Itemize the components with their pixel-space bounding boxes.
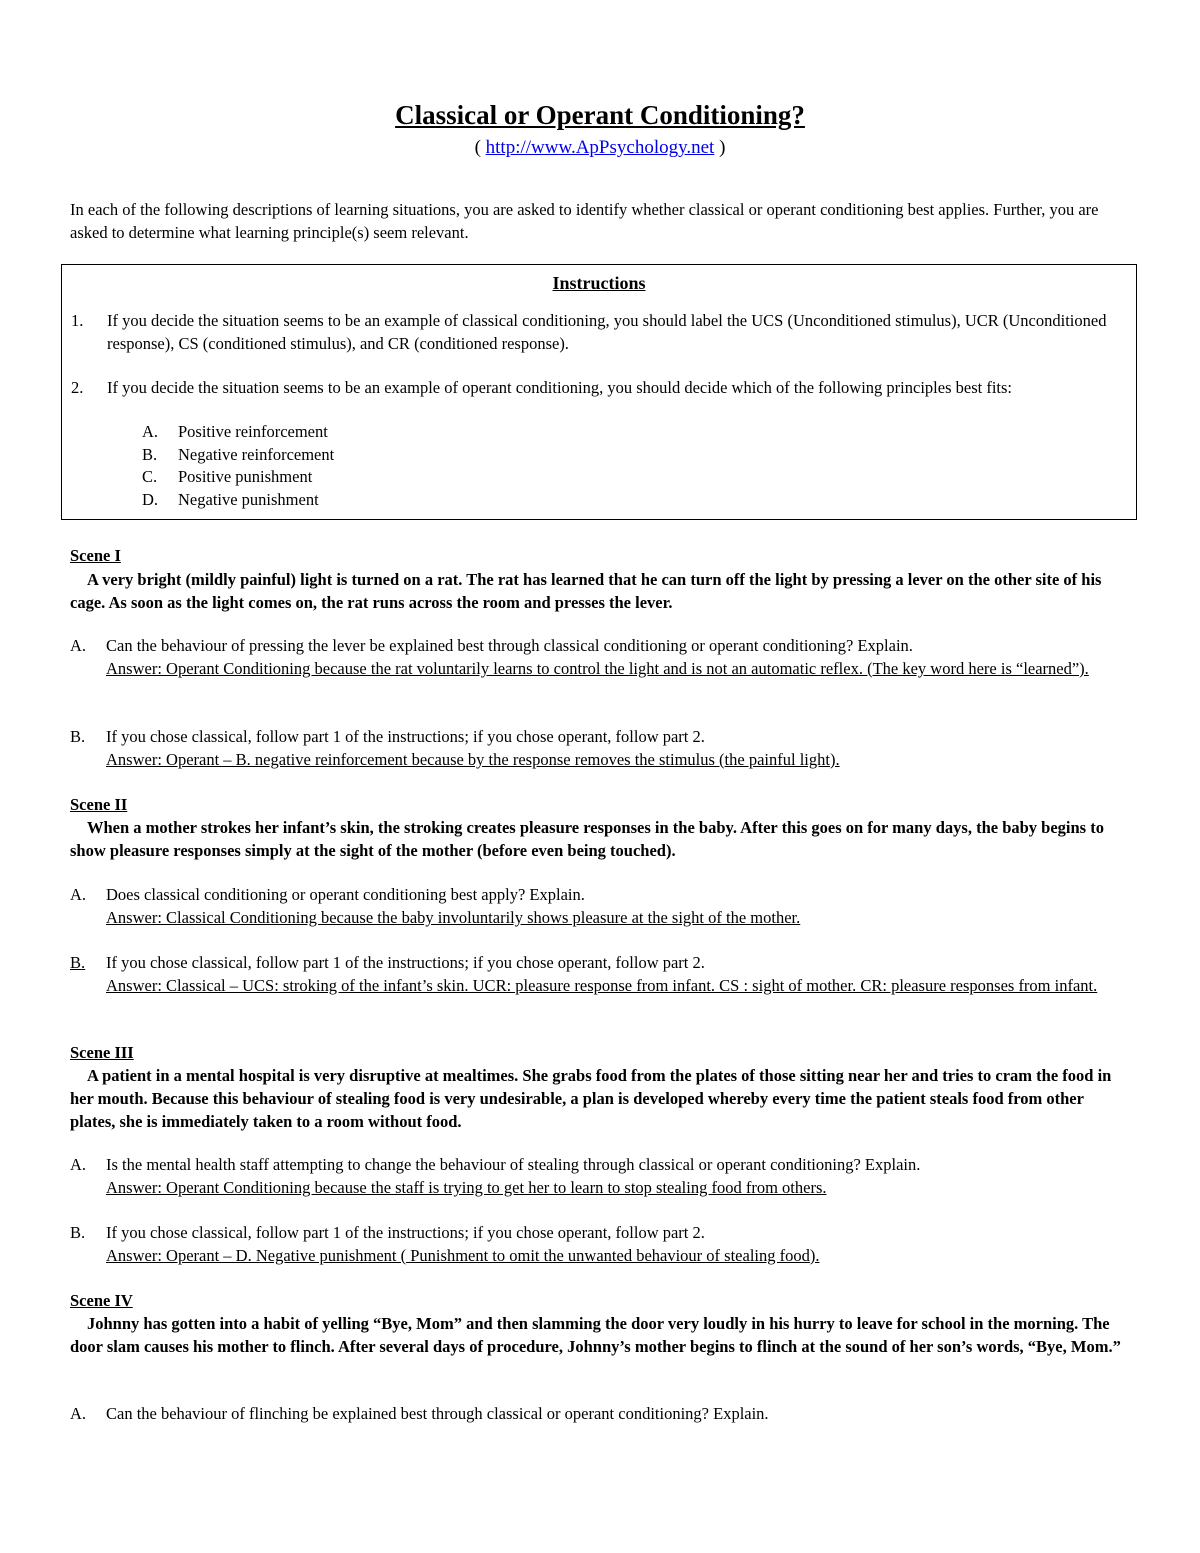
principle-text: Positive reinforcement	[178, 422, 328, 441]
answer-text: Answer: Classical – UCS: stroking of the infant’s skin. UCR: pleasure response from infant. CS : sight of mother. CR: pleasure responses from infant.	[106, 975, 1098, 995]
question-letter: A.	[70, 636, 87, 655]
instructions-box	[61, 264, 1137, 520]
principle-letter: C.	[142, 467, 158, 487]
instruction-text: If you decide the situation seems to be an example of operant conditioning, you should decide which of the following principles best fits:	[107, 378, 1012, 397]
principle-letter: D.	[142, 489, 159, 509]
scene-3-heading: Scene III	[70, 1043, 134, 1062]
answer-text: Answer: Operant Conditioning because the rat voluntarily learns to control the light and is not an automatic reflex. (The key word here is “learned”).	[106, 658, 1089, 678]
principle-text: Negative punishment	[178, 489, 319, 509]
principle-letter: A.	[142, 422, 159, 441]
scene-2-heading: Scene II	[70, 795, 128, 814]
source-url-line	[0, 137, 1200, 159]
scene-2-question-a	[70, 884, 1132, 930]
instruction-number: 2.	[71, 378, 84, 397]
scene-4-question-a	[70, 1403, 1132, 1426]
source-url-link[interactable]: http://www.ApPsychology.net	[485, 137, 715, 158]
answer-text: Answer: Operant – B. negative reinforcement because by the response removes the stimulus (the painful light).	[106, 749, 840, 769]
question-text: If you chose classical, follow part 1 of the instructions; if you chose operant, follow part 2.	[106, 953, 705, 972]
answer-text: Answer: Operant – D. Negative punishment ( Punishment to omit the unwanted behaviour of stealing food).	[106, 1245, 820, 1265]
answer-text: Answer: Operant Conditioning because the staff is trying to get her to learn to stop stealing food from others.	[106, 1177, 827, 1197]
question-text: If you chose classical, follow part 1 of the instructions; if you chose operant, follow part 2.	[106, 1223, 705, 1242]
question-letter: A.	[70, 885, 87, 904]
scene-3-question-a	[70, 1154, 1132, 1200]
principle-text: Positive punishment	[178, 467, 313, 487]
question-text: Is the mental health staff attempting to change the behaviour of stealing through classical or operant conditioning? Explain.	[106, 1155, 921, 1174]
scene-1-heading: Scene I	[70, 546, 121, 565]
url-paren-open: (	[474, 137, 486, 158]
question-letter: B.	[70, 1223, 86, 1242]
question-letter: B.	[70, 727, 86, 746]
scene-3-question-b	[70, 1222, 1132, 1268]
scene-2-description: When a mother strokes her infant’s skin, the stroking creates pleasure responses in the baby. After this goes on for many days, the baby begins to show pleasure responses simply at the sight of the mother (before even being touched).	[70, 818, 1104, 860]
scene-1-question-a	[70, 635, 1132, 681]
scene-2-question-b	[70, 952, 1132, 998]
question-text: Can the behaviour of flinching be explained best through classical or operant conditioning? Explain.	[106, 1404, 769, 1423]
instruction-number: 1.	[71, 311, 84, 330]
question-text: Does classical conditioning or operant conditioning best apply? Explain.	[106, 885, 585, 904]
principle-text: Negative reinforcement	[178, 444, 335, 464]
intro-paragraph: In each of the following descriptions of learning situations, you are asked to identify whether classical or operant conditioning best applies. Further, you are asked to determine what learning principle(s) seem relevant.	[70, 200, 1099, 242]
document-title: Classical or Operant Conditioning?	[395, 100, 805, 130]
scene-4-description: Johnny has gotten into a habit of yelling “Bye, Mom” and then slamming the door very loudly in his hurry to leave for school in the morning. The door slam causes his mother to flinch. After several days of procedure, Johnny’s mother begins to flinch at the sound of her son’s words, “Bye, Mom.”	[70, 1314, 1121, 1356]
instructions-title: Instructions	[552, 273, 646, 293]
instruction-item-2	[71, 376, 1121, 399]
question-letter: A.	[70, 1155, 87, 1174]
principle-letter: B.	[142, 444, 158, 464]
url-paren-close: )	[714, 137, 726, 158]
answer-text: Answer: Classical Conditioning because the baby involuntarily shows pleasure at the sight of the mother.	[106, 907, 801, 927]
instruction-item-1	[71, 309, 1121, 355]
scene-1-question-b	[70, 726, 1132, 772]
question-letter: A.	[70, 1404, 87, 1423]
instruction-text: If you decide the situation seems to be an example of classical conditioning, you should label the UCS (Unconditioned stimulus), UCR (Unconditioned response), CS (conditioned stimulus), and CR (conditioned response).	[107, 311, 1107, 353]
question-text: Can the behaviour of pressing the lever be explained best through classical conditioning or operant conditioning? Explain.	[106, 636, 913, 655]
question-letter: B.	[70, 953, 86, 972]
scene-1-description: A very bright (mildly painful) light is turned on a rat. The rat has learned that he can turn off the light by pressing a lever on the other site of his cage. As soon as the light comes on, the rat runs across the room and presses the lever.	[70, 570, 1102, 612]
scene-3-description: A patient in a mental hospital is very disruptive at mealtimes. She grabs food from the plates of those sitting near her and tries to cram the food in her mouth. Because this behaviour of stealing food is very undesirable, a plan is developed whereby every time the patient steals food from other plates, she is immediately taken to a room without food.	[70, 1066, 1112, 1131]
scene-4-heading: Scene IV	[70, 1291, 133, 1310]
question-text: If you chose classical, follow part 1 of the instructions; if you chose operant, follow part 2.	[106, 727, 705, 746]
